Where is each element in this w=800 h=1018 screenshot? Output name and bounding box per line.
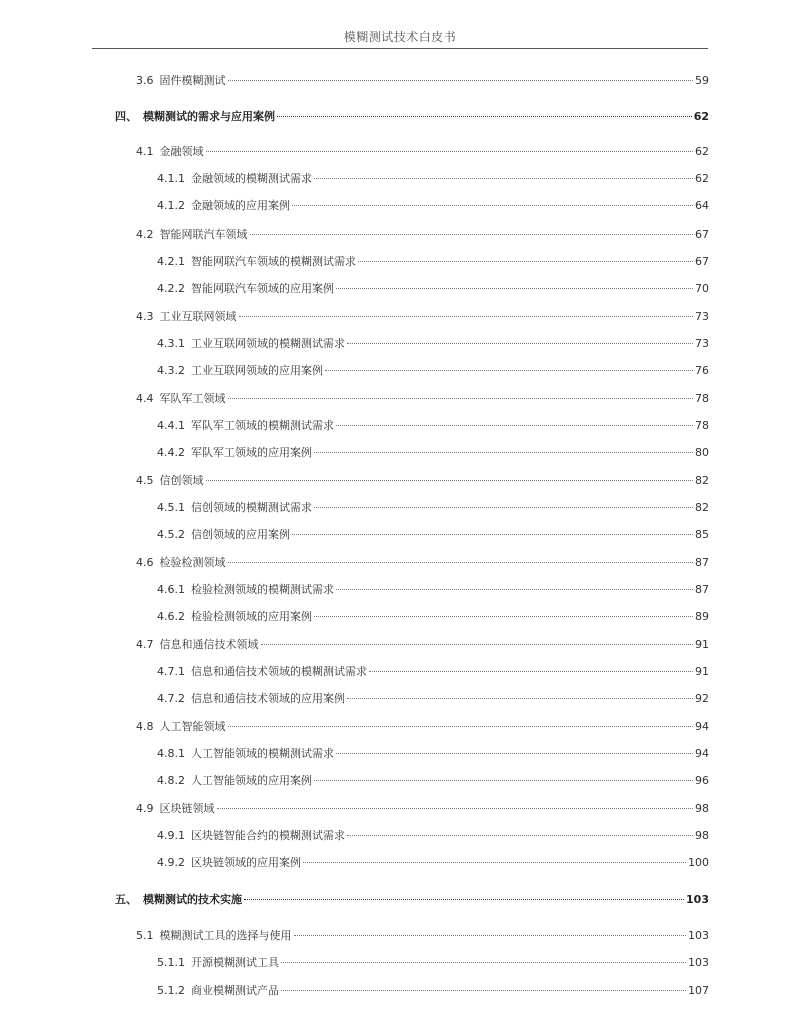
toc-entry-number: 4.1.1: [157, 172, 185, 185]
toc-entry-number: 4.6.1: [157, 583, 185, 596]
toc-entry-number: 五、: [115, 893, 137, 906]
toc-entry-title: 智能网联汽车领域的应用案例: [191, 282, 334, 295]
toc-entry-page-number: 73: [695, 310, 709, 323]
toc-entry-title: 智能网联汽车领域: [159, 228, 248, 241]
toc-entry-number: 4.1.2: [157, 199, 185, 212]
toc-entry-page-number: 103: [686, 893, 709, 906]
toc-entry-title: 区块链领域: [159, 802, 215, 815]
dot-leader: [228, 562, 694, 563]
toc-entry-title: 人工智能领域的应用案例: [191, 774, 312, 787]
toc-subsection-entry[interactable]: [157, 446, 709, 460]
toc-entry-number: 4.8.1: [157, 747, 185, 760]
toc-entry-number: 4.3.2: [157, 364, 185, 377]
dot-leader: [294, 935, 687, 936]
toc-entry-number: 3.6: [136, 74, 154, 87]
dot-leader: [314, 780, 693, 781]
toc-entry-page-number: 67: [695, 255, 709, 268]
dot-leader: [206, 151, 694, 152]
toc-subsection-entry[interactable]: [157, 337, 709, 351]
dot-leader: [228, 80, 694, 81]
toc-entry-number: 4.4: [136, 392, 154, 405]
toc-section-entry[interactable]: [136, 802, 709, 816]
toc-entry-page-number: 91: [695, 665, 709, 678]
toc-entry-title: 信息和通信技术领域: [159, 638, 259, 651]
dot-leader: [206, 480, 694, 481]
toc-entry-title: 模糊测试的技术实施: [143, 893, 242, 906]
dot-leader: [244, 899, 684, 900]
toc-entry-page-number: 100: [688, 856, 709, 869]
toc-entry-title: 金融领域的应用案例: [191, 199, 290, 212]
toc-entry-title: 固件模糊测试: [159, 74, 226, 87]
toc-entry-page-number: 103: [688, 929, 709, 942]
toc-subsection-entry[interactable]: [157, 172, 709, 186]
toc-entry-number: 4.2.1: [157, 255, 185, 268]
toc-chapter-entry[interactable]: [115, 893, 709, 907]
toc-entry-number: 4.5: [136, 474, 154, 487]
toc-entry-title: 金融领域: [159, 145, 204, 158]
dot-leader: [292, 534, 693, 535]
toc-entry-page-number: 80: [695, 446, 709, 459]
toc-entry-title: 检验检测领域: [159, 556, 226, 569]
dot-leader: [347, 698, 693, 699]
toc-entry-title: 商业模糊测试产品: [191, 984, 279, 997]
toc-entry-number: 4.8: [136, 720, 154, 733]
toc-entry-page-number: 59: [695, 74, 709, 87]
dot-leader: [314, 452, 693, 453]
toc-entry-title: 工业互联网领域: [159, 310, 237, 323]
toc-section-entry[interactable]: [136, 556, 709, 570]
toc-entry-number: 4.9.2: [157, 856, 185, 869]
toc-entry-title: 信息和通信技术领域的应用案例: [191, 692, 345, 705]
toc-section-entry[interactable]: [136, 228, 709, 242]
toc-subsection-entry[interactable]: [157, 282, 709, 296]
toc-entry-number: 4.4.1: [157, 419, 185, 432]
toc-entry-number: 4.3: [136, 310, 154, 323]
toc-entry-page-number: 87: [695, 583, 709, 596]
toc-entry-number: 4.8.2: [157, 774, 185, 787]
toc-section-entry[interactable]: [136, 74, 709, 88]
toc-entry-title: 信创领域: [159, 474, 204, 487]
dot-leader: [281, 962, 686, 963]
dot-leader: [336, 425, 693, 426]
toc-entry-number: 4.7.2: [157, 692, 185, 705]
toc-subsection-entry[interactable]: [157, 984, 709, 998]
dot-leader: [228, 398, 694, 399]
toc-entry-number: 4.6: [136, 556, 154, 569]
toc-entry-page-number: 64: [695, 199, 709, 212]
toc-entry-page-number: 107: [688, 984, 709, 997]
toc-entry-title: 信创领域的应用案例: [191, 528, 290, 541]
toc-entry-page-number: 62: [695, 172, 709, 185]
toc-entry-number: 5.1: [136, 929, 154, 942]
dot-leader: [281, 990, 686, 991]
toc-entry-title: 工业互联网领域的模糊测试需求: [191, 337, 345, 350]
toc-section-entry[interactable]: [136, 310, 709, 324]
toc-subsection-entry[interactable]: [157, 199, 709, 213]
toc-section-entry[interactable]: [136, 929, 709, 943]
toc-entry-page-number: 82: [695, 501, 709, 514]
toc-entry-page-number: 89: [695, 610, 709, 623]
toc-entry-title: 开源模糊测试工具: [191, 956, 279, 969]
dot-leader: [250, 234, 694, 235]
toc-entry-page-number: 78: [695, 419, 709, 432]
page-header-title: 模糊测试技术白皮书: [343, 30, 457, 44]
toc-entry-title: 人工智能领域: [159, 720, 226, 733]
toc-subsection-entry[interactable]: [157, 774, 709, 788]
dot-leader: [239, 316, 694, 317]
toc-subsection-entry[interactable]: [157, 583, 709, 597]
toc-entry-number: 4.2: [136, 228, 154, 241]
toc-entry-title: 军队军工领域: [159, 392, 226, 405]
dot-leader: [217, 808, 694, 809]
toc-entry-title: 检验检测领域的模糊测试需求: [191, 583, 334, 596]
toc-entry-number: 4.1: [136, 145, 154, 158]
toc-subsection-entry[interactable]: [157, 692, 709, 706]
dot-leader: [314, 178, 693, 179]
toc-entry-number: 4.4.2: [157, 446, 185, 459]
toc-subsection-entry[interactable]: [157, 856, 709, 870]
toc-entry-page-number: 82: [695, 474, 709, 487]
toc-subsection-entry[interactable]: [157, 528, 709, 542]
toc-subsection-entry[interactable]: [157, 829, 709, 843]
toc-entry-title: 模糊测试的需求与应用案例: [143, 110, 275, 123]
dot-leader: [347, 343, 693, 344]
dot-leader: [314, 507, 693, 508]
toc-entry-page-number: 85: [695, 528, 709, 541]
toc-entry-page-number: 62: [695, 145, 709, 158]
toc-entry-page-number: 87: [695, 556, 709, 569]
toc-entry-title: 信息和通信技术领域的模糊测试需求: [191, 665, 367, 678]
dot-leader: [303, 862, 686, 863]
toc-entry-page-number: 103: [688, 956, 709, 969]
toc-entry-page-number: 78: [695, 392, 709, 405]
toc-entry-number: 5.1.2: [157, 984, 185, 997]
toc-entry-number: 5.1.1: [157, 956, 185, 969]
toc-entry-title: 检验检测领域的应用案例: [191, 610, 312, 623]
toc-entry-page-number: 67: [695, 228, 709, 241]
toc-entry-page-number: 91: [695, 638, 709, 651]
toc-subsection-entry[interactable]: [157, 419, 709, 433]
toc-entry-number: 4.6.2: [157, 610, 185, 623]
dot-leader: [314, 616, 693, 617]
toc-entry-page-number: 76: [695, 364, 709, 377]
toc-subsection-entry[interactable]: [157, 747, 709, 761]
toc-entry-number: 4.9: [136, 802, 154, 815]
toc-entry-title: 工业互联网领域的应用案例: [191, 364, 323, 377]
toc-entry-title: 模糊测试工具的选择与使用: [159, 929, 292, 942]
dot-leader: [325, 370, 693, 371]
toc-entry-page-number: 92: [695, 692, 709, 705]
toc-entry-number: 4.3.1: [157, 337, 185, 350]
toc-entry-number: 4.7.1: [157, 665, 185, 678]
dot-leader: [358, 261, 693, 262]
toc-entry-title: 智能网联汽车领域的模糊测试需求: [191, 255, 356, 268]
toc-section-entry[interactable]: [136, 392, 709, 406]
toc-entry-number: 4.2.2: [157, 282, 185, 295]
toc-entry-page-number: 62: [693, 110, 709, 123]
toc-entry-number: 4.5.1: [157, 501, 185, 514]
toc-entry-page-number: 94: [695, 720, 709, 733]
toc-entry-number: 4.5.2: [157, 528, 185, 541]
toc-subsection-entry[interactable]: [157, 364, 709, 378]
dot-leader: [336, 753, 693, 754]
toc-entry-number: 四、: [115, 110, 137, 123]
toc-subsection-entry[interactable]: [157, 501, 709, 515]
toc-entry-title: 区块链智能合约的模糊测试需求: [191, 829, 345, 842]
toc-entry-number: 4.9.1: [157, 829, 185, 842]
toc-entry-page-number: 98: [695, 829, 709, 842]
toc-entry-number: 4.7: [136, 638, 154, 651]
toc-entry-page-number: 96: [695, 774, 709, 787]
toc-chapter-entry[interactable]: [115, 110, 709, 124]
toc-subsection-entry[interactable]: [157, 665, 709, 679]
toc-section-entry[interactable]: [136, 145, 709, 159]
toc-entry-title: 军队军工领域的模糊测试需求: [191, 419, 334, 432]
toc-subsection-entry[interactable]: [157, 956, 709, 970]
dot-leader: [277, 116, 692, 117]
toc-entry-title: 区块链领域的应用案例: [191, 856, 301, 869]
toc-subsection-entry[interactable]: [157, 610, 709, 624]
toc-section-entry[interactable]: [136, 720, 709, 734]
dot-leader: [336, 589, 693, 590]
dot-leader: [336, 288, 693, 289]
toc-entry-page-number: 70: [695, 282, 709, 295]
toc-entry-title: 信创领域的模糊测试需求: [191, 501, 312, 514]
toc-entry-title: 金融领域的模糊测试需求: [191, 172, 312, 185]
dot-leader: [261, 644, 694, 645]
toc-section-entry[interactable]: [136, 638, 709, 652]
toc-section-entry[interactable]: [136, 474, 709, 488]
toc-entry-title: 人工智能领域的模糊测试需求: [191, 747, 334, 760]
toc-entry-title: 军队军工领域的应用案例: [191, 446, 312, 459]
toc-subsection-entry[interactable]: [157, 255, 709, 269]
toc-entry-page-number: 73: [695, 337, 709, 350]
dot-leader: [228, 726, 694, 727]
dot-leader: [292, 205, 693, 206]
toc-entry-page-number: 98: [695, 802, 709, 815]
dot-leader: [347, 835, 693, 836]
toc-entry-page-number: 94: [695, 747, 709, 760]
dot-leader: [369, 671, 693, 672]
